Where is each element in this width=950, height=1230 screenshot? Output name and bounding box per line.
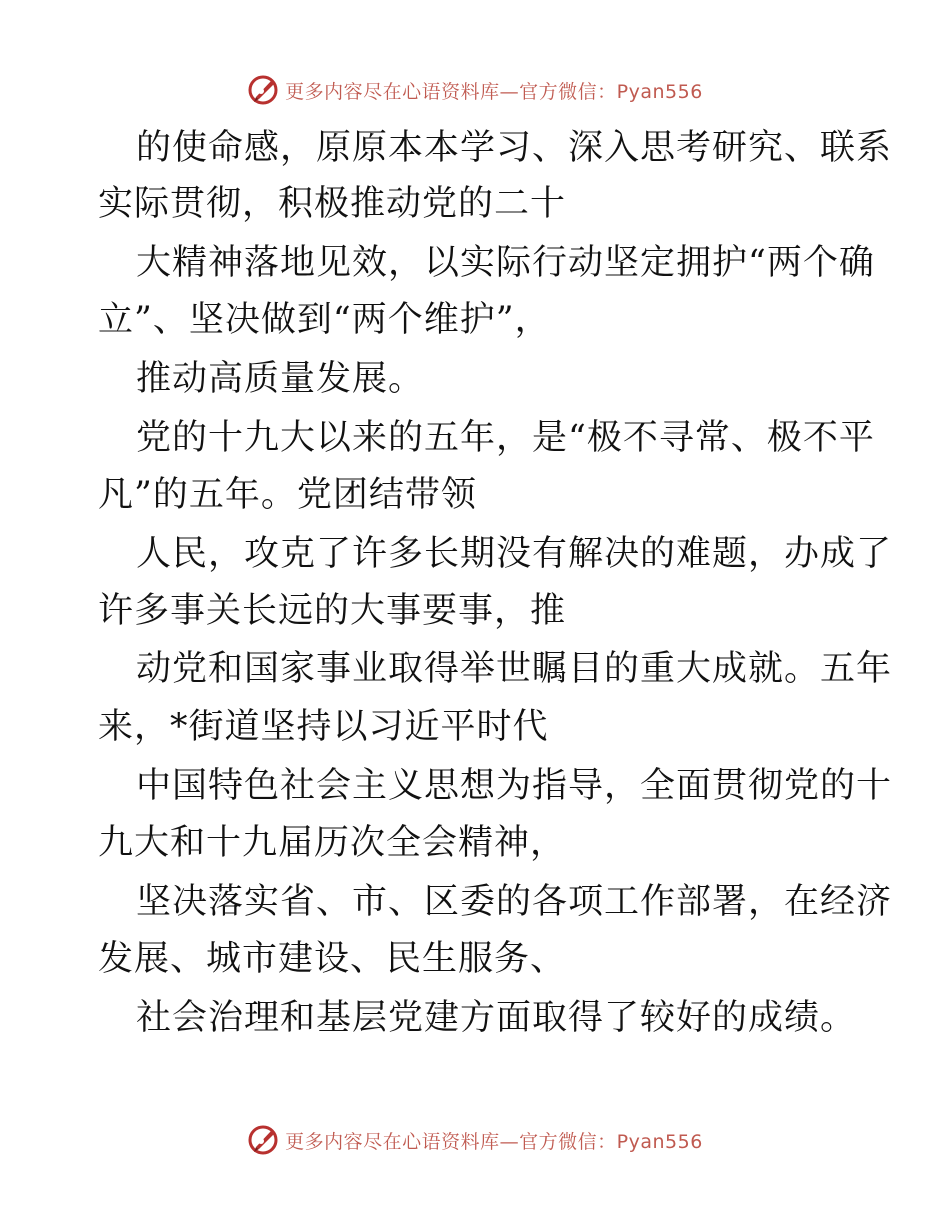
quill-logo-icon (247, 73, 281, 107)
body-line: 大精神落地见效，以实际行动坚定拥护“两个确 (136, 243, 875, 283)
body-line: 中国特色社会主义思想为指导，全面贯彻党的十 (136, 766, 893, 806)
body-line: 凡”的五年。党团结带领 (98, 475, 477, 515)
quill-logo-icon (247, 1123, 281, 1157)
banner-text: 更多内容尽在心语资料库—官方微信：Pyan556 (285, 80, 703, 103)
body-line: 动党和国家事业取得举世瞩目的重大成就。五年 (136, 649, 893, 689)
body-line: 实际贯彻，积极推动党的二十 (98, 184, 567, 224)
footer-banner (0, 1120, 950, 1160)
body-line: 立”、坚决做到“两个维护”， (98, 300, 551, 340)
banner-text: 更多内容尽在心语资料库—官方微信：Pyan556 (285, 1130, 703, 1153)
body-line: 坚决落实省、市、区委的各项工作部署，在经济 (136, 882, 893, 922)
body-line: 的使命感，原原本本学习、深入思考研究、联系 (136, 128, 893, 168)
body-line: 许多事关长远的大事要事，推 (98, 591, 567, 631)
wechat-id: Pyan556 (616, 80, 703, 103)
body-line: 社会治理和基层党建方面取得了较好的成绩。 (136, 998, 857, 1038)
body-line: 党的十九大以来的五年，是“极不寻常、极不平 (136, 418, 875, 458)
body-line: 人民，攻克了许多长期没有解决的难题，办成了 (136, 534, 893, 574)
body-line: 来，*街道坚持以习近平时代 (98, 707, 549, 747)
header-banner (0, 70, 950, 110)
wechat-id: Pyan556 (616, 1130, 703, 1153)
body-line: 九大和十九届历次全会精神， (98, 823, 567, 863)
body-line: 推动高质量发展。 (136, 359, 425, 399)
body-line: 发展、城市建设、民生服务、 (98, 939, 567, 979)
